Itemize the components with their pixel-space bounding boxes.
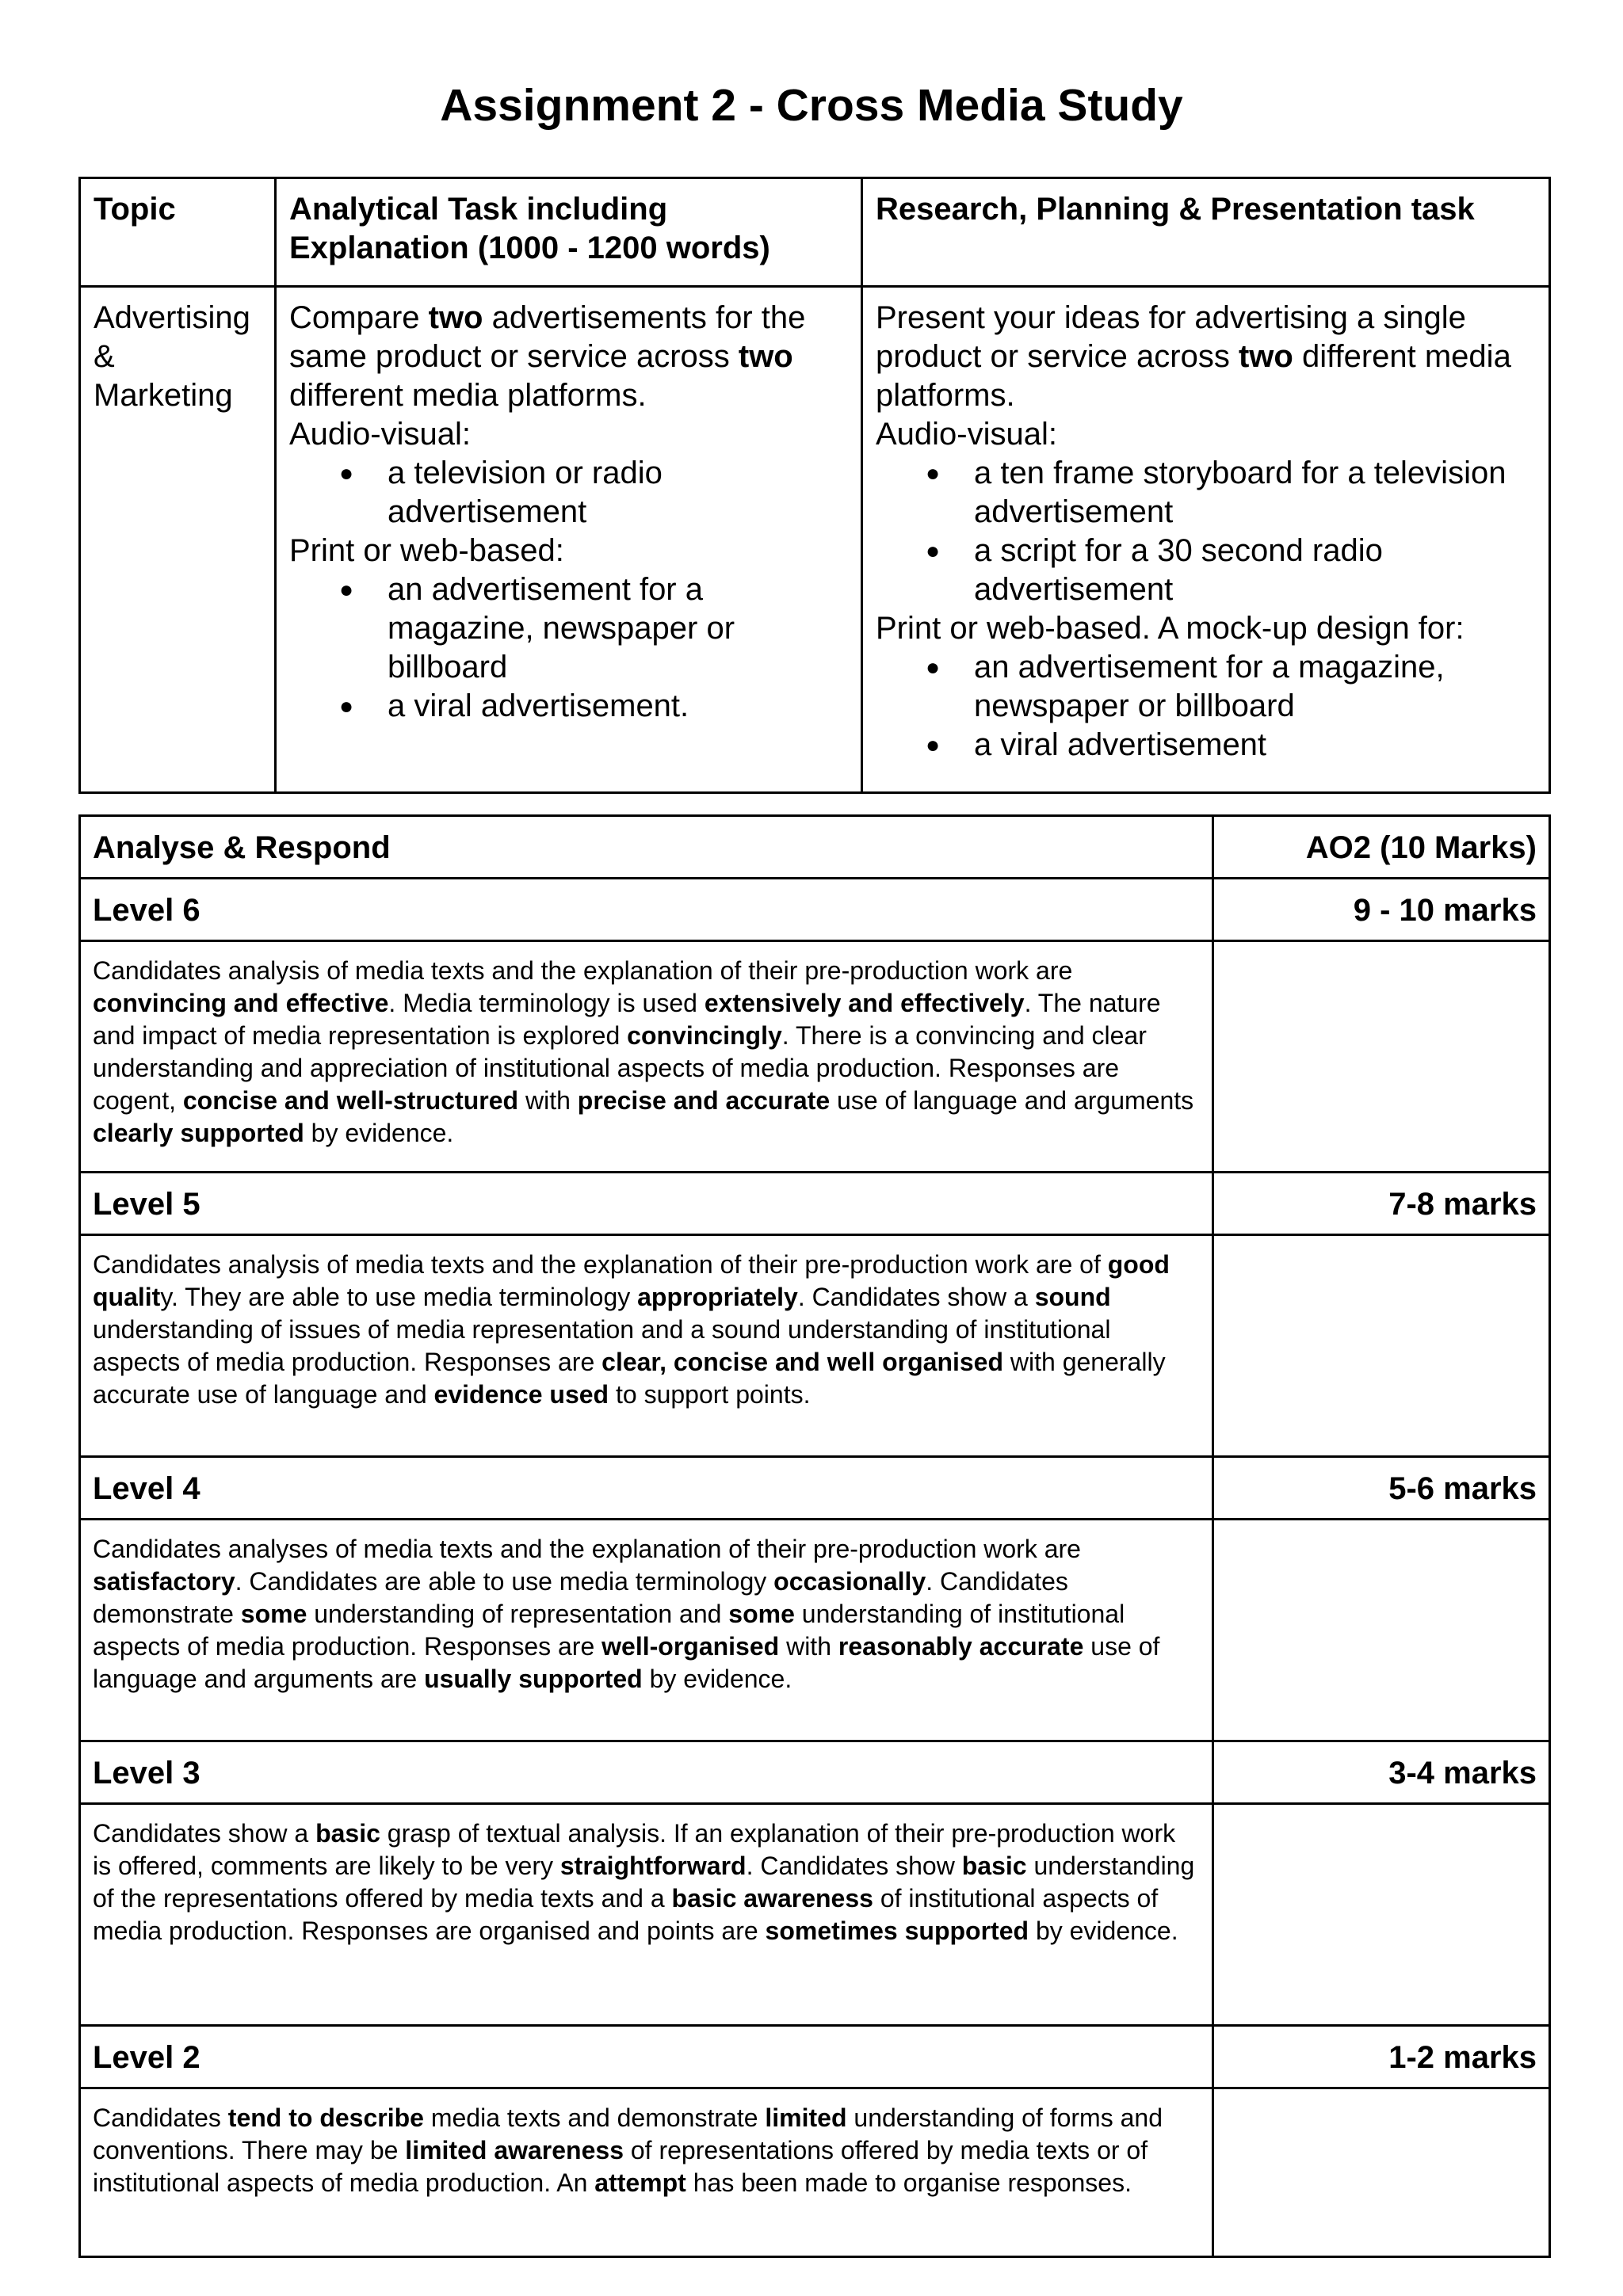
level-mark-entry bbox=[1213, 1804, 1550, 2026]
list-item: ● an advertisement for a magazine, newspaper or billboard bbox=[974, 648, 1536, 726]
level-mark-entry bbox=[1213, 941, 1550, 1173]
analytical-print-label: Print or web-based: bbox=[289, 533, 564, 568]
header-research: Research, Planning & Presentation task bbox=[862, 178, 1550, 287]
level-description-row bbox=[80, 941, 1550, 1173]
level-mark-entry bbox=[1213, 1235, 1550, 1457]
list-item: ● a viral advertisement bbox=[974, 726, 1536, 765]
task-table-header-row bbox=[80, 178, 1550, 287]
level-marks: 7-8 marks bbox=[1213, 1173, 1550, 1235]
level-description: Candidates analyses of media texts and the explanation of their pre-production work are satisfactory. Candidates are able to use media terminology occasionally. Candidates demonstrate some understanding of representation and some understanding of institutional aspects of media production. Responses are well-organised with reasonably accurate use of language and arguments are usually supported by evidence. bbox=[80, 1520, 1213, 1741]
analytical-audio-label: Audio-visual: bbox=[289, 417, 472, 452]
marking-header-left: Analyse & Respond bbox=[80, 816, 1213, 879]
level-description-row bbox=[80, 2088, 1550, 2257]
topic-text: Advertising & Marketing bbox=[94, 300, 250, 413]
analytical-audio-list bbox=[289, 454, 848, 532]
level-name: Level 2 bbox=[80, 2026, 1213, 2088]
analytical-intro: Compare two advertisements for the same product or service across two different media platforms. bbox=[289, 300, 806, 413]
level-name: Level 5 bbox=[80, 1173, 1213, 1235]
list-item: ● an advertisement for a magazine, newspaper or billboard bbox=[388, 570, 848, 687]
level-description-row bbox=[80, 1520, 1550, 1741]
level-row bbox=[80, 1457, 1550, 1520]
research-print-list bbox=[876, 648, 1536, 765]
level-description: Candidates analysis of media texts and the explanation of their pre-production work are of good quality. They are able to use media terminology appropriately. Candidates show a sound understanding of issues of media representation and a sound understanding of institutional aspects of media production. Responses are clear, concise and well organised with generally accurate use of language and evidence used to support points. bbox=[80, 1235, 1213, 1457]
level-mark-entry bbox=[1213, 1520, 1550, 1741]
level-row bbox=[80, 2026, 1550, 2088]
level-marks: 1-2 marks bbox=[1213, 2026, 1550, 2088]
level-name: Level 6 bbox=[80, 879, 1213, 941]
level-row bbox=[80, 879, 1550, 941]
task-table-body-row bbox=[80, 287, 1550, 793]
levels-body bbox=[80, 879, 1550, 2257]
level-marks: 9 - 10 marks bbox=[1213, 879, 1550, 941]
analytical-print-list bbox=[289, 570, 848, 726]
marking-table bbox=[78, 814, 1551, 2258]
marking-header-right: AO2 (10 Marks) bbox=[1213, 816, 1550, 879]
level-name: Level 4 bbox=[80, 1457, 1213, 1520]
level-row bbox=[80, 1741, 1550, 1804]
list-item: ● a script for a 30 second radio advertisement bbox=[974, 532, 1536, 609]
level-description: Candidates tend to describe media texts and demonstrate limited understanding of forms and conventions. There may be limited awareness of representations offered by media texts or of institutional aspects of media production. An attempt has been made to organise responses. bbox=[80, 2088, 1213, 2257]
topic-cell bbox=[80, 287, 276, 793]
level-description: Candidates analysis of media texts and the explanation of their pre-production work are convincing and effective. Media terminology is used extensively and effectively. The nature and impact of media representation is explored convincingly. There is a convincing and clear understanding and appreciation of institutional aspects of media production. Responses are cogent, concise and well-structured with precise and accurate use of language and arguments clearly supported by evidence. bbox=[80, 941, 1213, 1173]
level-row bbox=[80, 1173, 1550, 1235]
page-title: Assignment 2 - Cross Media Study bbox=[440, 80, 1183, 131]
level-description: Candidates show a basic grasp of textual analysis. If an explanation of their pre-production work is offered, comments are likely to be very straightforward. Candidates show basic understanding of the representations offered by media texts and a basic awareness of institutional aspects of media production. Responses are organised and points are sometimes supported by evidence. bbox=[80, 1804, 1213, 2026]
marking-header-row bbox=[80, 816, 1550, 879]
research-intro: Present your ideas for advertising a single product or service across two different media platforms. bbox=[876, 300, 1511, 413]
research-cell bbox=[862, 287, 1550, 793]
header-topic: Topic bbox=[80, 178, 276, 287]
task-table bbox=[78, 177, 1551, 794]
list-item: ● a ten frame storyboard for a television advertisement bbox=[974, 454, 1536, 532]
analytical-cell bbox=[276, 287, 862, 793]
list-item: ● a television or radio advertisement bbox=[388, 454, 848, 532]
level-description-row bbox=[80, 1235, 1550, 1457]
header-analytical: Analytical Task including Explanation (1000 - 1200 words) bbox=[276, 178, 862, 287]
research-audio-list bbox=[876, 454, 1536, 609]
research-print-label: Print or web-based. A mock-up design for: bbox=[876, 611, 1465, 646]
level-mark-entry bbox=[1213, 2088, 1550, 2257]
level-marks: 5-6 marks bbox=[1213, 1457, 1550, 1520]
level-name: Level 3 bbox=[80, 1741, 1213, 1804]
level-marks: 3-4 marks bbox=[1213, 1741, 1550, 1804]
list-item: ● a viral advertisement. bbox=[388, 687, 848, 726]
research-audio-label: Audio-visual: bbox=[876, 417, 1058, 452]
level-description-row bbox=[80, 1804, 1550, 2026]
